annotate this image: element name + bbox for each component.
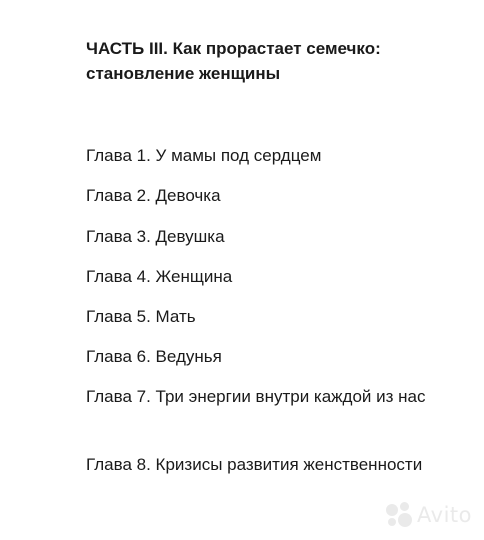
chapter-item: Глава 3. Девушка xyxy=(86,227,225,246)
chapter-item: Глава 7. Три энергии внутри каждой из нас xyxy=(86,387,426,406)
avito-watermark xyxy=(386,502,472,528)
chapter-item: Глава 6. Ведунья xyxy=(86,347,222,366)
avito-logo-icon xyxy=(386,502,412,528)
part-heading: ЧАСТЬ III. Как прорастает семечко: становление женщины xyxy=(86,39,381,83)
chapter-item: Глава 4. Женщина xyxy=(86,267,233,286)
chapter-item: Глава 8. Кризисы развития женственности xyxy=(86,455,423,474)
chapter-item: Глава 2. Девочка xyxy=(86,186,221,205)
chapter-item: Глава 1. У мамы под сердцем xyxy=(86,146,322,165)
chapter-item: Глава 5. Мать xyxy=(86,307,196,326)
watermark-text: Avito xyxy=(417,503,472,527)
